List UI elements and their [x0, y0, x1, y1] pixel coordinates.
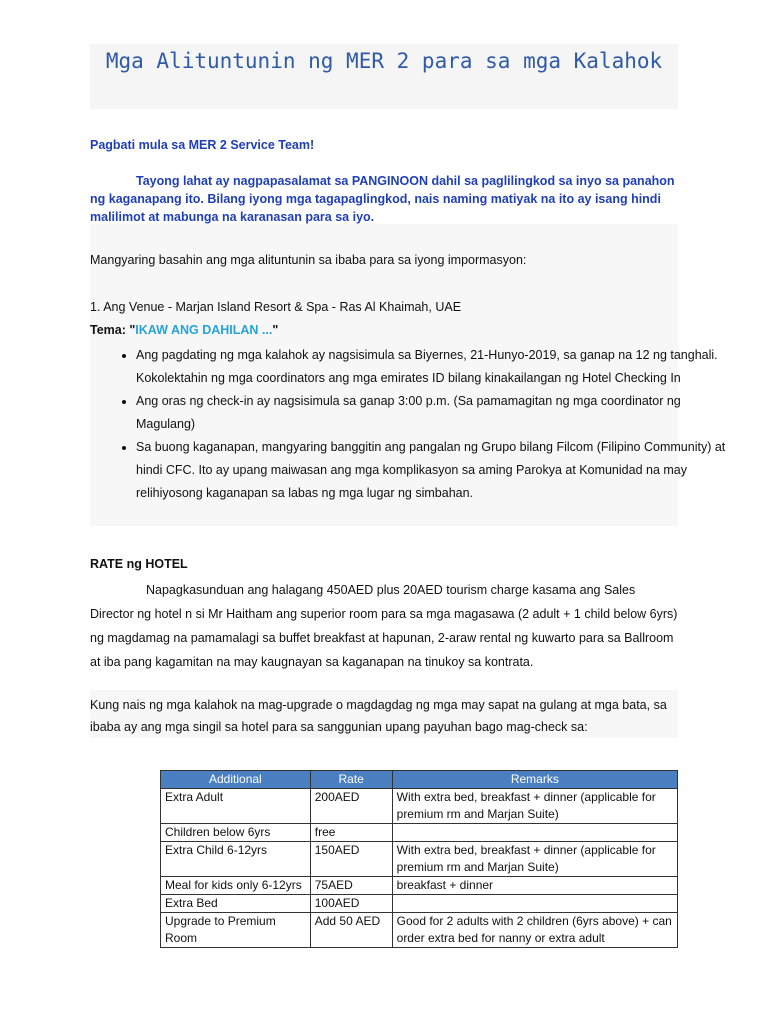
page-title: Mga Alituntunin ng MER 2 para sa mga Kalahok	[90, 44, 678, 109]
table-cell	[392, 824, 677, 842]
table-cell: With extra bed, breakfast + dinner (applicable for premium rm and Marjan Suite)	[392, 789, 677, 824]
guideline-list	[90, 344, 726, 505]
list-item: • Sa buong kaganapan, mangyaring banggitin ang pangalan ng Grupo bilang Filcom (Filipino Community) at hindi CFC. Ito ay upang maiwasan ang mga komplikasyon sa aming Parokya at Komunidad na may relihiyosong kaganapan sa labas ng mga lugar ng simbahan.	[136, 436, 726, 505]
table-row	[161, 913, 678, 948]
table-cell: Good for 2 adults with 2 children (6yrs above) + can order extra bed for nanny or extra adult	[392, 913, 677, 948]
table-row	[161, 789, 678, 824]
rate-paragraph	[90, 578, 682, 674]
tema-close: "	[272, 323, 279, 337]
table-cell: 75AED	[310, 877, 392, 895]
intro-text: Tayong lahat ay nagpapasalamat sa PANGINOON dahil sa paglilingkod sa inyo sa panahon ng kaganapang ito. Bilang iyong mga tagapaglingkod, nais naming matiyak na ito ay isang hindi malilimot at mabunga na karanasan para sa iyo.	[90, 174, 675, 224]
table-cell	[392, 895, 677, 913]
table-cell: Upgrade to Premium Room	[161, 913, 311, 948]
tema-value: IKAW ANG DAHILAN ...	[135, 323, 273, 337]
table-cell: Children below 6yrs	[161, 824, 311, 842]
table-cell: 100AED	[310, 895, 392, 913]
table-cell: Extra Adult	[161, 789, 311, 824]
table-header-row	[161, 771, 678, 789]
table-cell: Extra Child 6-12yrs	[161, 842, 311, 877]
column-header-additional: Additional	[161, 771, 311, 789]
rate-text: Napagkasunduan ang halagang 450AED plus 20AED tourism charge kasama ang Sales Director ng hotel n si Mr Haitham ang superior room para sa mga magasawa (2 adult + 1 child below 6yrs) ng magdamag na pamamalagi sa buffet breakfast at hapunan, 2-araw rental ng kuwarto para sa Ballroom at iba pang kagamitan na may kaugnayan sa kaganapan na tinukoy sa kontrata.	[90, 583, 678, 669]
table-row	[161, 842, 678, 877]
column-header-rate: Rate	[310, 771, 392, 789]
table-cell: breakfast + dinner	[392, 877, 677, 895]
upgrade-note: Kung nais ng mga kalahok na mag-upgrade o magdagdag ng mga may sapat na gulang at mga bata, sa ibaba ay ang mga singil sa hotel para sa sanggunian upang payuhan bago mag-check sa:	[90, 698, 667, 734]
intro-paragraph	[90, 172, 678, 226]
table-cell: free	[310, 824, 392, 842]
list-item: • Ang pagdating ng mga kalahok ay nagsisimula sa Biyernes, 21-Hunyo-2019, sa ganap na 12 ng tanghali. Kokolektahin ng mga coordinators ang mga emirates ID bilang kinakailangan ng Hotel Checking In	[136, 344, 726, 390]
column-header-remarks: Remarks	[392, 771, 677, 789]
table-cell: With extra bed, breakfast + dinner (applicable for premium rm and Marjan Suite)	[392, 842, 677, 877]
table-row	[161, 824, 678, 842]
venue-line: 1. Ang Venue - Marjan Island Resort & Spa - Ras Al Khaimah, UAE	[90, 300, 462, 314]
tema-label: Tema: "	[90, 323, 136, 337]
table-row	[161, 877, 678, 895]
table-cell: Add 50 AED	[310, 913, 392, 948]
hotel-rates-table	[160, 770, 678, 948]
tema-line	[90, 323, 278, 337]
table-row	[161, 895, 678, 913]
table-cell: Extra Bed	[161, 895, 311, 913]
list-item: • Ang oras ng check-in ay nagsisimula sa ganap 3:00 p.m. (Sa pamamagitan ng mga coordinator ng Magulang)	[136, 390, 726, 436]
greeting: Pagbati mula sa MER 2 Service Team!	[90, 138, 315, 152]
rate-heading: RATE ng HOTEL	[90, 557, 188, 571]
table-cell: 200AED	[310, 789, 392, 824]
table-cell: 150AED	[310, 842, 392, 877]
read-note: Mangyaring basahin ang mga alituntunin sa ibaba para sa iyong impormasyon:	[90, 253, 527, 267]
table-cell: Meal for kids only 6-12yrs	[161, 877, 311, 895]
